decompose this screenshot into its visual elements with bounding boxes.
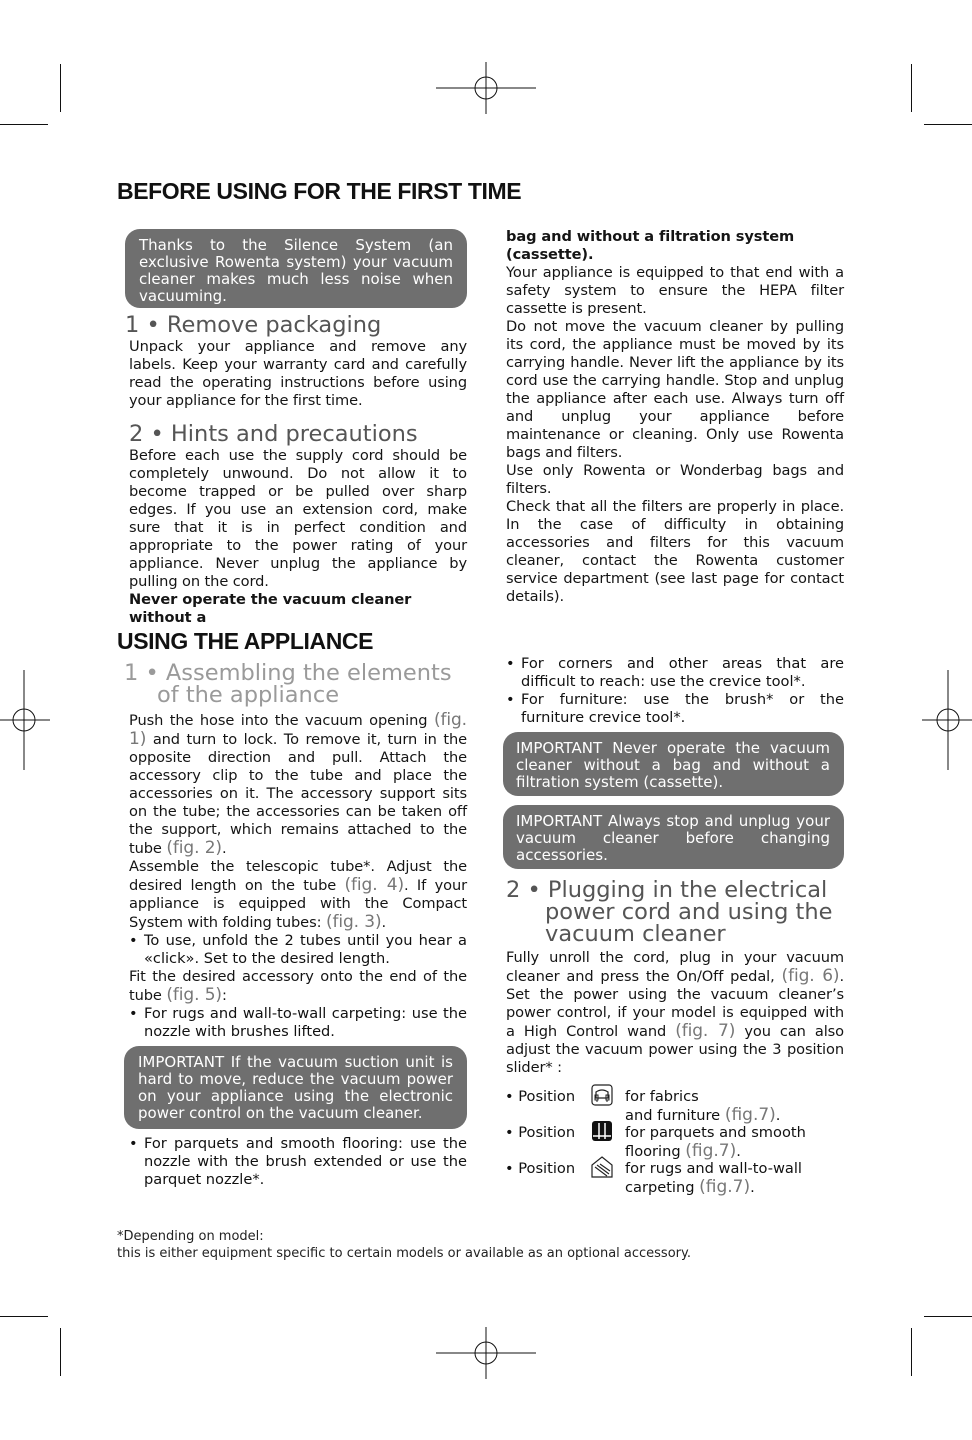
crop-mark bbox=[924, 124, 972, 125]
armchair-icon bbox=[591, 1084, 613, 1106]
section2-right-column bbox=[503, 655, 844, 1077]
crop-mark bbox=[60, 64, 61, 112]
list-item: • To use, unfold the 2 tubes until you hear a «click». Set to the desired length. bbox=[129, 932, 467, 967]
assembling-title-line1: 1 • Assembling the elements bbox=[124, 660, 452, 686]
fig-3-reference: (fig. 3) bbox=[325, 912, 382, 932]
hepa-safety-text: Your appliance is equipped to that end with a safety system to ensure the HEPA filter cassette is present. bbox=[506, 264, 844, 317]
fig-7-reference: (fig. 7) bbox=[675, 1021, 736, 1041]
plugging-title-line2: power cord and using the bbox=[545, 899, 833, 925]
crop-mark bbox=[911, 64, 912, 112]
filters-check-text: Check that all the filters are properly in place. In the case of difficulty in obtaining accessories and filters for this vacuum cleaner, contact the Rowenta customer service department (see last page for contact details). bbox=[506, 498, 844, 605]
list-item: • For corners and other areas that are difficult to reach: use the crevice tool*. bbox=[506, 655, 844, 690]
carpet-icon bbox=[591, 1156, 613, 1178]
crop-mark bbox=[911, 1328, 912, 1376]
important-unplug-box: IMPORTANT Always stop and unplug your vacuum cleaner before changing accessories. bbox=[503, 805, 844, 869]
hints-precautions-text: Before each use the supply cord should be completely unwound. Do not allow it to become trapped or be pulled over sharp edges. If you use an extension cord, make sure that it is in perfect condition and appropriate to the power rating of your appliance. Never unplug the appliance by pulling on the cord. bbox=[129, 447, 467, 590]
hose-assembly-text: Push the hose into the vacuum opening (fig. 1) and turn to lock. To remove it, turn in the opposite direction and pull. Attach the accessory clip to the tube and place the accessories on it. The accessory support sits on the tube; the accessories can be taken off the support, which remains attached to the tube (fig. 2). bbox=[129, 710, 467, 858]
fig-4-reference: (fig. 4) bbox=[344, 875, 404, 895]
section1-right-column bbox=[506, 228, 844, 606]
plugging-title-line1: 2 • Plugging in the electrical bbox=[506, 877, 828, 903]
crop-mark bbox=[0, 1316, 48, 1317]
position-row-carpets: • Position for rugs and wall-to-wall carpeting (fig.7). bbox=[505, 1160, 802, 1197]
list-item: • For rugs and wall-to-wall carpeting: use the nozzle with brushes lifted. bbox=[129, 1005, 467, 1040]
assembling-title-line2: of the appliance bbox=[157, 682, 340, 708]
important-bag-box: IMPORTANT Never operate the vacuum cleaner without a bag and without a filtration system (cassette). bbox=[503, 732, 844, 796]
telescopic-tube-text: Assemble the telescopic tube*. Adjust the desired length on the tube (fig. 4). If your appliance is equipped with the Compact System with folding tubes: (fig. 3). bbox=[129, 858, 467, 932]
intro-note-box: Thanks to the Silence System (an exclusive Rowenta system) your vacuum cleaner makes much less noise when vacuuming. bbox=[125, 229, 467, 308]
crop-mark bbox=[924, 1316, 972, 1317]
registration-mark-left bbox=[0, 670, 50, 770]
plugging-title-line3: vacuum cleaner bbox=[545, 921, 726, 947]
fig-2-reference: (fig. 2) bbox=[166, 838, 222, 858]
fig-5-reference: (fig. 5) bbox=[166, 985, 222, 1005]
remove-packaging-text: Unpack your appliance and remove any labels. Keep your warranty card and carefully read the operating instructions before using your appliance for the first time. bbox=[129, 338, 467, 409]
important-power-box: IMPORTANT If the vacuum suction unit is hard to move, reduce the vacuum power on your appliance using the electronic power control on the vacuum cleaner. bbox=[124, 1046, 467, 1129]
section-heading-first-time: BEFORE USING FOR THE FIRST TIME bbox=[117, 178, 522, 204]
fit-accessory-text: Fit the desired accessory onto the end of the tube (fig. 5): bbox=[129, 968, 467, 1005]
position-list bbox=[505, 1088, 845, 1200]
list-item: • For furniture: use the brush* or the furniture crevice tool*. bbox=[506, 691, 844, 726]
section2-left-column bbox=[124, 662, 467, 1189]
registration-mark-right bbox=[922, 670, 972, 770]
crop-mark bbox=[60, 1328, 61, 1376]
registration-mark-top bbox=[436, 62, 536, 114]
position-row-fabrics: • Position for fabrics and furniture (fig.7). bbox=[505, 1088, 780, 1125]
fig-7-reference: (fig.7) bbox=[724, 1105, 776, 1125]
section-heading-using: USING THE APPLIANCE bbox=[117, 628, 374, 654]
bags-filters-text: Use only Rowenta or Wonderbag bags and filters. bbox=[506, 462, 844, 497]
footnote-line2: this is either equipment specific to certain models or available as an optional accessory. bbox=[117, 1246, 691, 1261]
fig-7-reference: (fig.7) bbox=[685, 1141, 737, 1161]
fig-1-reference: (fig. 1) bbox=[129, 710, 467, 749]
filtration-warning-continued: bag and without a filtration system (cassette). bbox=[506, 228, 795, 263]
registration-mark-bottom bbox=[436, 1327, 536, 1379]
hints-precautions-warning: Never operate the vacuum cleaner without a bbox=[129, 591, 412, 626]
footnote-line1: *Depending on model: bbox=[117, 1229, 264, 1244]
parquet-icon bbox=[591, 1120, 613, 1142]
remove-packaging-title: 1 • Remove packaging bbox=[125, 312, 382, 338]
fig-7-reference: (fig.7) bbox=[699, 1177, 751, 1197]
power-cord-text: Fully unroll the cord, plug in your vacuum cleaner and press the On/Off pedal, (fig. 6). Set the power using the vacuum cleaner’s power control, if your model is equipped with a High Control wand (fig. 7) you can also adjust the vacuum power using the 3 position slider* : bbox=[506, 949, 844, 1076]
list-item: • For parquets and smooth flooring: use the nozzle with the brush extended or use the parquet nozzle*. bbox=[129, 1135, 467, 1188]
position-row-parquets: • Position for parquets and smooth flooring (fig.7). bbox=[505, 1124, 806, 1161]
crop-mark bbox=[0, 124, 48, 125]
moving-appliance-text: Do not move the vacuum cleaner by pulling its cord, the appliance must be moved by its carrying handle. Never lift the appliance by its cord use the carrying handle. Stop and unplug the appliance after each use. Always turn off and unplug your appliance before maintenance or cleaning. Only use Rowenta bags and filters. bbox=[506, 318, 844, 461]
fig-6-reference: (fig. 6) bbox=[781, 966, 840, 986]
hints-precautions-title: 2 • Hints and precautions bbox=[129, 421, 418, 447]
section1-left-column bbox=[125, 229, 467, 627]
